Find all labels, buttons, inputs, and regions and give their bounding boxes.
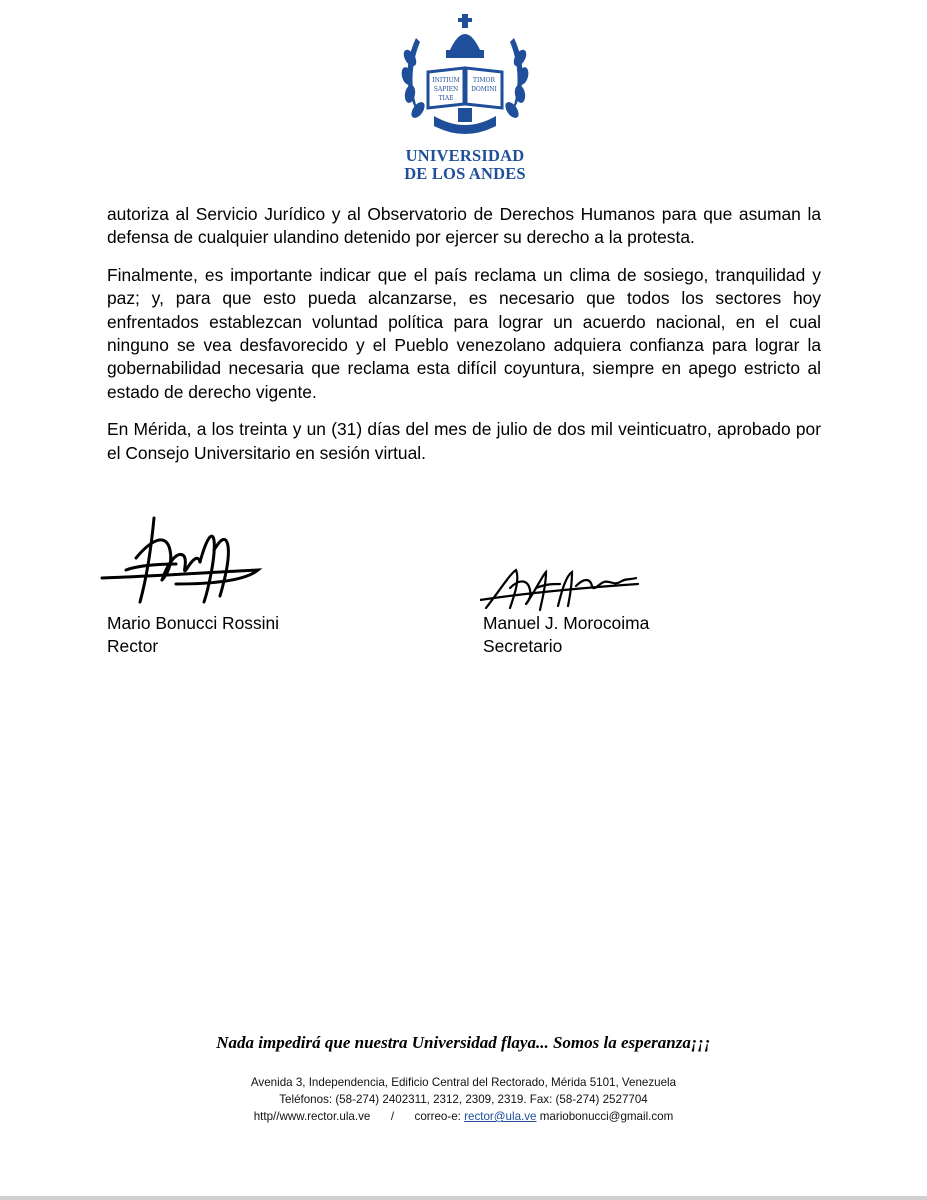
rector-name: Mario Bonucci Rossini: [107, 613, 280, 633]
svg-text:SAPIEN: SAPIEN: [433, 86, 459, 93]
rector-title: Rector: [107, 636, 159, 657]
svg-text:INITIUM: INITIUM: [432, 77, 460, 84]
footer-web: http//www.rector.ula.ve: [253, 1110, 371, 1123]
footer-phones: Teléfonos: (58-274) 2402311, 2312, 2309, 2319. Fax: (58-274) 2527704: [279, 1093, 648, 1106]
document-body: [107, 203, 821, 479]
svg-text:TIAE: TIAE: [438, 95, 454, 102]
university-logo: [398, 8, 532, 182]
logo-university-text: UNIVERSIDAD: [405, 146, 525, 165]
footer-motto: Nada impedirá que nuestra Universidad flaya... Somos la esperanza¡¡¡: [216, 1033, 711, 1052]
footer-web-line: [0, 1108, 927, 1125]
footer-email2: mariobonucci@gmail.com: [539, 1110, 674, 1123]
paragraph-3: En Mérida, a los treinta y un (31) días del mes de julio de dos mil veinticuatro, aprobado por el Consejo Universitario en sesión virtual.: [107, 419, 821, 463]
footer-email-label: correo-e:: [414, 1110, 461, 1123]
footer-separator: /: [390, 1110, 395, 1123]
signature-block-rector: [107, 612, 279, 659]
svg-text:DOMINI: DOMINI: [471, 86, 497, 93]
paragraph-2: Finalmente, es importante indicar que el país reclama un clima de sosiego, tranquilidad y paz; y, para que esto pueda alcanzarse, es necesario que todos los sectores hoy enfrentados establezcan voluntad política para lograr un acuerdo nacional, en el cual ninguno se vea desfavorecido y el Pueblo venezolano adquiera confianza para lograr la gobernabilidad necesaria que reclama esta difícil coyuntura, siempre en apego estricto al estado de derecho vigente.: [107, 264, 821, 402]
footer-address: Avenida 3, Independencia, Edificio Central del Rectorado, Mérida 5101, Venezuela: [250, 1076, 677, 1089]
secretary-title: Secretario: [483, 636, 563, 657]
secretary-name: Manuel J. Morocoima: [483, 613, 650, 633]
signature-block-secretary: [483, 612, 649, 659]
logo-de-los-andes-text: DE LOS ANDES: [404, 164, 526, 183]
footer-contact: [0, 1074, 927, 1125]
svg-text:TIMOR: TIMOR: [473, 77, 495, 84]
paragraph-1: autoriza al Servicio Jurídico y al Observatorio de Derechos Humanos para que asuman la defensa de cualquier ulandino detenido por ejercer su derecho a la protesta.: [107, 204, 821, 248]
secretary-signature-icon: [480, 560, 640, 616]
rector-signature-icon: [96, 510, 266, 610]
university-seal-icon: [398, 8, 532, 148]
footer-email-link[interactable]: rector@ula.ve: [464, 1110, 537, 1123]
bottom-edge-divider: [0, 1196, 927, 1200]
